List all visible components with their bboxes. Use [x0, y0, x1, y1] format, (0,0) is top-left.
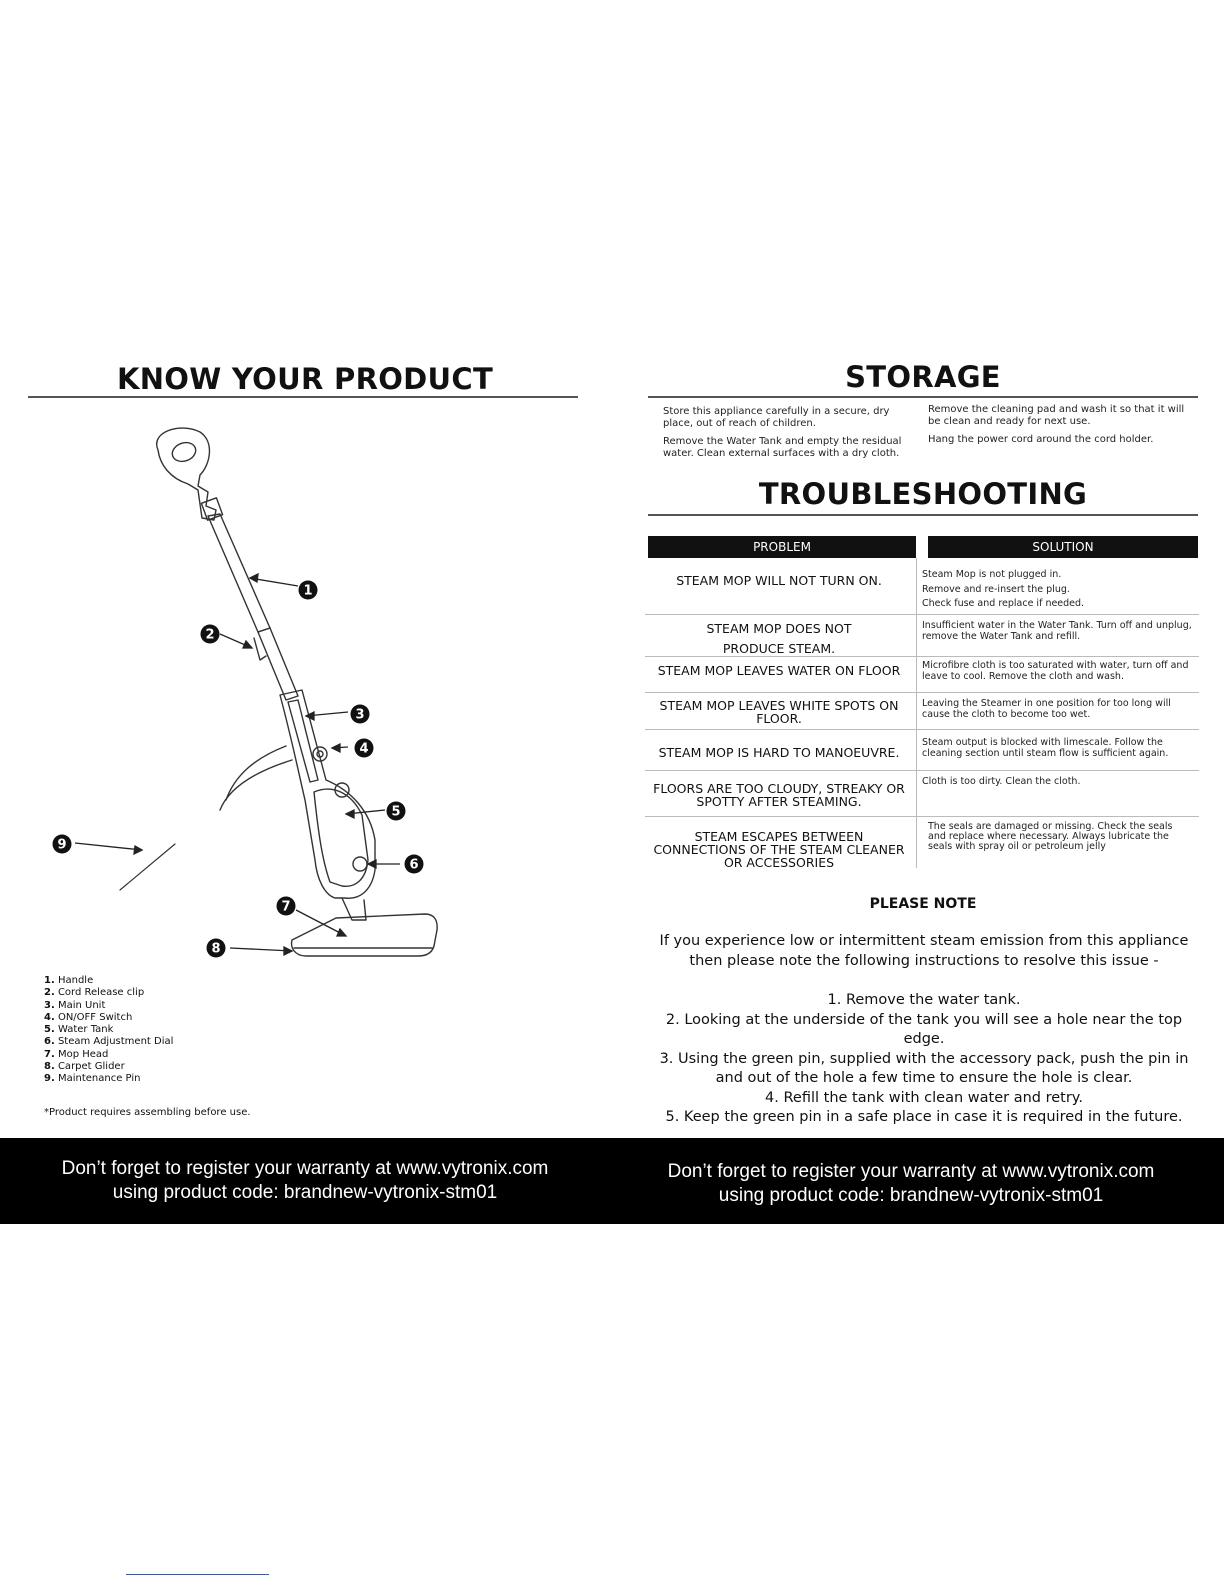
legend-item: 3. Main Unit — [44, 999, 106, 1011]
warranty-text-left — [20, 1157, 590, 1205]
assembly-footnote: *Product requires assembling before use. — [44, 1107, 251, 1118]
legend-item: 4. ON/OFF Switch — [44, 1011, 133, 1023]
warranty-line-1: Don’t forget to register your warranty at www.vytronix.com — [61, 1158, 549, 1179]
row-divider — [645, 729, 1199, 730]
callout-5-label: 5 — [391, 804, 401, 820]
note-step: 1. Remove the water tank. — [827, 992, 1021, 1008]
problem-cell: STEAM MOP LEAVES WATER ON FLOOR — [657, 663, 901, 678]
callout-8 — [206, 938, 226, 958]
solution-cell: Insufficient water in the Water Tank. Turn off and unplug, remove the Water Tank and refill. — [922, 620, 1192, 642]
problem-cell: STEAM MOP IS HARD TO MANOEUVRE. — [658, 745, 900, 760]
title-rule-troubleshooting — [648, 514, 1198, 516]
solution-cell: Steam Mop is not plugged in. Remove and re-insert the plug. Check fuse and replace if needed. — [922, 569, 1085, 609]
know-your-product-title: KNOW YOUR PRODUCT — [116, 362, 494, 396]
callout-2-label: 2 — [205, 627, 215, 643]
please-note-intro: If you experience low or intermittent steam emission from this appliance then please note the following instructions to resolve this issue - — [659, 933, 1189, 969]
please-note-steps — [652, 991, 1196, 1128]
storage-item: Remove the Water Tank and empty the residual water. Clean external surfaces with a dry cloth. — [663, 436, 902, 459]
legend-item: 7. Mop Head — [44, 1048, 109, 1060]
callout-1-label: 1 — [303, 583, 313, 599]
troubleshooting-title: TROUBLESHOOTING — [758, 477, 1088, 511]
warranty-line-2: using product code: brandnew-vytronix-stm01 — [112, 1182, 498, 1203]
storage-item: Hang the power cord around the cord holder. — [928, 434, 1154, 445]
parts-legend — [44, 975, 304, 1086]
storage-item: Store this appliance carefully in a secure, dry place, out of reach of children. — [663, 406, 890, 429]
solution-cell: Leaving the Steamer in one position for too long will cause the cloth to become too wet. — [922, 698, 1171, 720]
problem-column-header: PROBLEM — [648, 536, 916, 558]
title-rule-storage — [648, 396, 1198, 398]
table-divider — [916, 558, 917, 868]
storage-title: STORAGE — [845, 360, 1001, 394]
title-rule-left — [28, 396, 578, 398]
callout-9 — [52, 834, 72, 854]
warranty-text-right — [626, 1160, 1196, 1208]
callout-4 — [354, 738, 374, 758]
upper-shaft — [208, 514, 270, 632]
legend-item: 6. Steam Adjustment Dial — [44, 1036, 174, 1048]
solution-cell: The seals are damaged or missing. Check the seals and replace where necessary. Always lubricate the seals with spray oil or petroleum jelly — [928, 821, 1173, 852]
problem-cell: STEAM MOP WILL NOT TURN ON. — [676, 573, 882, 588]
problem-cell: STEAM ESCAPES BETWEEN CONNECTIONS OF THE STEAM CLEANER OR ACCESSORIES — [653, 829, 905, 870]
callout-7-label: 7 — [281, 899, 291, 915]
problem-cell: FLOORS ARE TOO CLOUDY, STREAKY OR SPOTTY AFTER STEAMING. — [653, 781, 905, 809]
row-divider — [645, 770, 1199, 771]
solution-cell: Microfibre cloth is too saturated with water, turn off and leave to cool. Remove the cloth and wash. — [922, 660, 1189, 682]
note-step: 5. Keep the green pin in a safe place in case it is required in the future. — [665, 1109, 1183, 1125]
legend-item: 2. Cord Release clip — [44, 987, 145, 999]
callout-8-label: 8 — [211, 941, 221, 957]
bottom-link-underline — [126, 1574, 269, 1575]
legend-item: 9. Maintenance Pin — [44, 1073, 141, 1085]
callout-4-label: 4 — [359, 741, 369, 757]
callout-6 — [404, 854, 424, 874]
steam-mop-diagram — [30, 420, 460, 980]
callout-9-label: 9 — [57, 837, 67, 853]
problem-cell: STEAM MOP LEAVES WHITE SPOTS ON FLOOR. — [659, 698, 899, 726]
storage-item: Remove the cleaning pad and wash it so that it will be clean and ready for next use. — [928, 404, 1185, 427]
legend-item: 1. Handle — [44, 975, 94, 986]
callout-7 — [276, 896, 296, 916]
callout-3-label: 3 — [355, 707, 365, 723]
callout-2 — [200, 624, 220, 644]
solution-cell: Steam output is blocked with limescale. Follow the cleaning section until steam flow is sufficient again. — [922, 737, 1169, 759]
warranty-line-2: using product code: brandnew-vytronix-stm01 — [718, 1185, 1104, 1206]
row-divider — [645, 614, 1199, 615]
callout-5 — [386, 801, 406, 821]
note-step: 2. Looking at the underside of the tank you will see a hole near the top edge. — [665, 1011, 1183, 1047]
row-divider — [645, 816, 1199, 817]
callout-1 — [298, 580, 318, 600]
legend-item: 8. Carpet Glider — [44, 1061, 125, 1073]
callout-3 — [350, 704, 370, 724]
handle-shape — [157, 428, 216, 520]
solution-cell: Cloth is too dirty. Clean the cloth. — [922, 776, 1081, 787]
row-divider — [645, 692, 1199, 693]
note-step: 3. Using the green pin, supplied with the accessory pack, push the pin in and out of the hole a few time to ensure the hole is clear. — [659, 1050, 1189, 1086]
callout-6-label: 6 — [409, 857, 419, 873]
legend-item: 5. Water Tank — [44, 1024, 114, 1036]
solution-column-header: SOLUTION — [928, 536, 1198, 558]
row-divider — [645, 656, 1199, 657]
problem-cell: STEAM MOP DOES NOT PRODUCE STEAM. — [706, 621, 852, 656]
note-step: 4. Refill the tank with clean water and retry. — [765, 1089, 1083, 1106]
warranty-line-1: Don’t forget to register your warranty at www.vytronix.com — [667, 1161, 1155, 1182]
please-note-title: PLEASE NOTE — [869, 896, 977, 912]
